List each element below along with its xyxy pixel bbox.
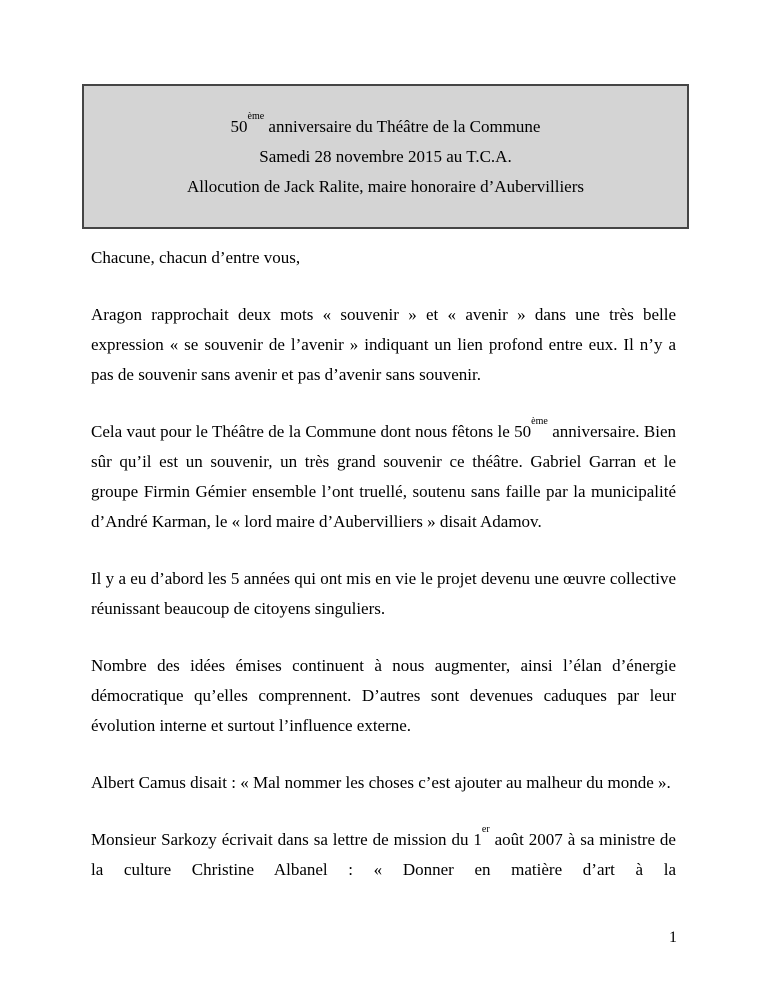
paragraph-idees: Nombre des idées émises continuent à nous augmenter, ainsi l’élan d’énergie démocratique qu’elles comprennent. D’autres sont devenues caduques par leur évolution interne et surtout l’influence externe. <box>91 656 676 735</box>
paragraph-theatre-pre: Cela vaut pour le Théâtre de la Commune dont nous fêtons le 50 <box>91 422 532 441</box>
paragraph-theatre-post: anniversaire. Bien sûr qu’il est un souvenir, un très grand souvenir ce théâtre. Gabriel Garran et le groupe Firmin Gémier ensemble l’ont truellé, soutenu sans faille par la municipalité d’André Karman, le « lord maire d’Aubervilliers » disait Adamov. <box>91 422 676 531</box>
title-line-date: Samedi 28 novembre 2015 au T.C.A. <box>259 146 512 166</box>
document-body <box>91 243 676 885</box>
paragraph-sarkozy-pre: Monsieur Sarkozy écrivait dans sa lettre de mission du 1 <box>91 830 482 849</box>
paragraph-theatre-commune <box>91 417 676 537</box>
title-line-1-post: anniversaire du Théâtre de la Commune <box>264 116 541 136</box>
page-number: 1 <box>669 929 677 946</box>
paragraph-cinq-annees: Il y a eu d’abord les 5 années qui ont mis en vie le projet devenu une œuvre collective réunissant beaucoup de citoyens singuliers. <box>91 569 676 618</box>
superscript: ème <box>247 110 265 122</box>
title-line-1-pre: 50 <box>230 116 248 136</box>
paragraph-sarkozy <box>91 825 676 885</box>
paragraph-aragon: Aragon rapprochait deux mots « souvenir » et « avenir » dans une très belle expression « se souvenir de l’avenir » indiquant un lien profond entre eux. Il n’y a pas de souvenir sans avenir et pas d’avenir sans souvenir. <box>91 305 676 384</box>
paragraph-camus: Albert Camus disait : « Mal nommer les choses c’est ajouter au malheur du monde ». <box>91 773 671 792</box>
title-line-speaker: Allocution de Jack Ralite, maire honoraire d’Aubervilliers <box>186 176 584 196</box>
paragraph-sarkozy-post: août 2007 à sa ministre de la culture Christine Albanel : « Donner en matière d’art à la <box>91 830 676 879</box>
superscript: ème <box>531 416 548 428</box>
title-box <box>82 84 689 229</box>
title-line-anniversary <box>84 112 687 142</box>
superscript: er <box>481 824 490 836</box>
paragraph-greeting: Chacune, chacun d’entre vous, <box>91 248 301 267</box>
